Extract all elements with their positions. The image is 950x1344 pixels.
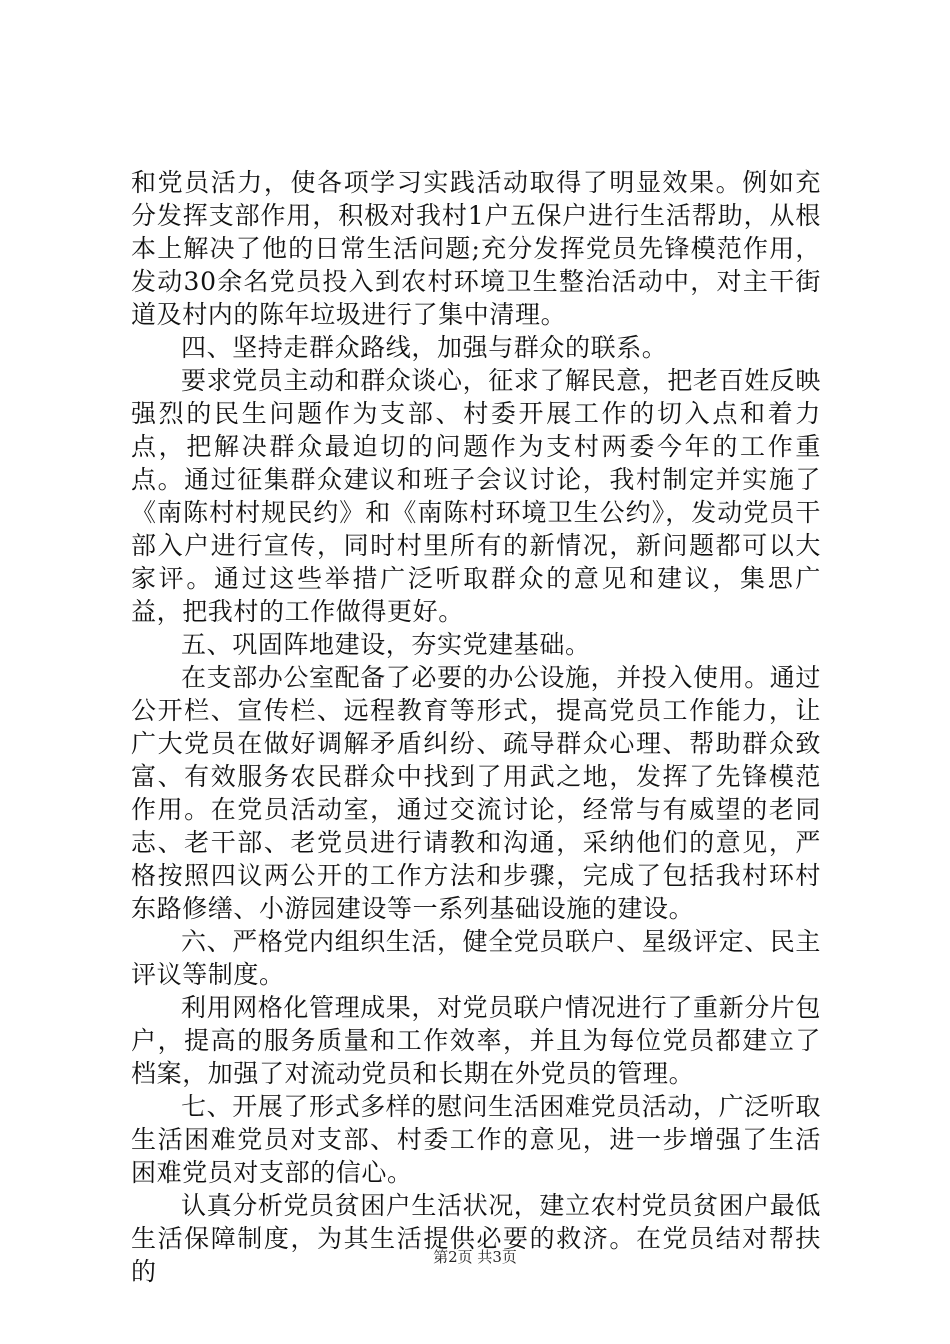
paragraph-section-6: 利用网格化管理成果，对党员联户情况进行了重新分片包户，提高的服务质量和工作效率，并且为每位党员都建立了档案，加强了对流动党员和长期在外党员的管理。 xyxy=(131,993,822,1088)
paragraph-section-7: 认真分析党员贫困户生活状况，建立农村党员贫困户最低生活保障制度，为其生活提供必要的救济。在党员结对帮扶的 xyxy=(131,1191,822,1286)
section-heading-5: 五、巩固阵地建设，夯实党建基础。 xyxy=(181,630,591,659)
document-body xyxy=(131,166,821,1288)
paragraph-continuation: 和党员活力，使各项学习实践活动取得了明显效果。例如充分发挥支部作用，积极对我村1户五保户进行生活帮助，从根本上解决了他的日常生活问题;充分发挥党员先锋模范作用，发动30余名党员投入到农村环境卫生整治活动中，对主干街道及村内的陈年垃圾进行了集中清理。 xyxy=(131,168,821,329)
section-heading-4: 四、坚持走群众路线，加强与群众的联系。 xyxy=(181,333,668,362)
section-heading-7: 七、开展了形式多样的慰问生活困难党员活动，广泛听取生活困难党员对支部、村委工作的意见，进一步增强了生活困难党员对支部的信心。 xyxy=(131,1092,822,1187)
paragraph-section-5: 在支部办公室配备了必要的办公设施，并投入使用。通过公开栏、宣传栏、远程教育等形式，提高党员工作能力，让广大党员在做好调解矛盾纠纷、疏导群众心理、帮助群众致富、有效服务农民群众中找到了用武之地，发挥了先锋模范作用。在党员活动室，通过交流讨论，经常与有威望的老同志、老干部、老党员进行请教和沟通，采纳他们的意见，严格按照四议两公开的工作方法和步骤，完成了包括我村环村东路修缮、小游园建设等一系列基础设施的建设。 xyxy=(131,663,822,923)
page-footer: 第2页 共3页 xyxy=(433,1248,517,1266)
paragraph-section-4: 要求党员主动和群众谈心，征求了解民意，把老百姓反映强烈的民生问题作为支部、村委开展工作的切入点和着力点，把解决群众最迫切的问题作为支村两委今年的工作重点。通过征集群众建议和班子会议讨论，我村制定并实施了《南陈村村规民约》和《南陈村环境卫生公约》，发动党员干部入户进行宣传，同时村里所有的新情况，新问题都可以大家评。通过这些举措广泛听取群众的意见和建议，集思广益，把我村的工作做得更好。 xyxy=(131,366,822,626)
section-heading-6: 六、严格党内组织生活，健全党员联户、星级评定、民主评议等制度。 xyxy=(131,927,822,989)
